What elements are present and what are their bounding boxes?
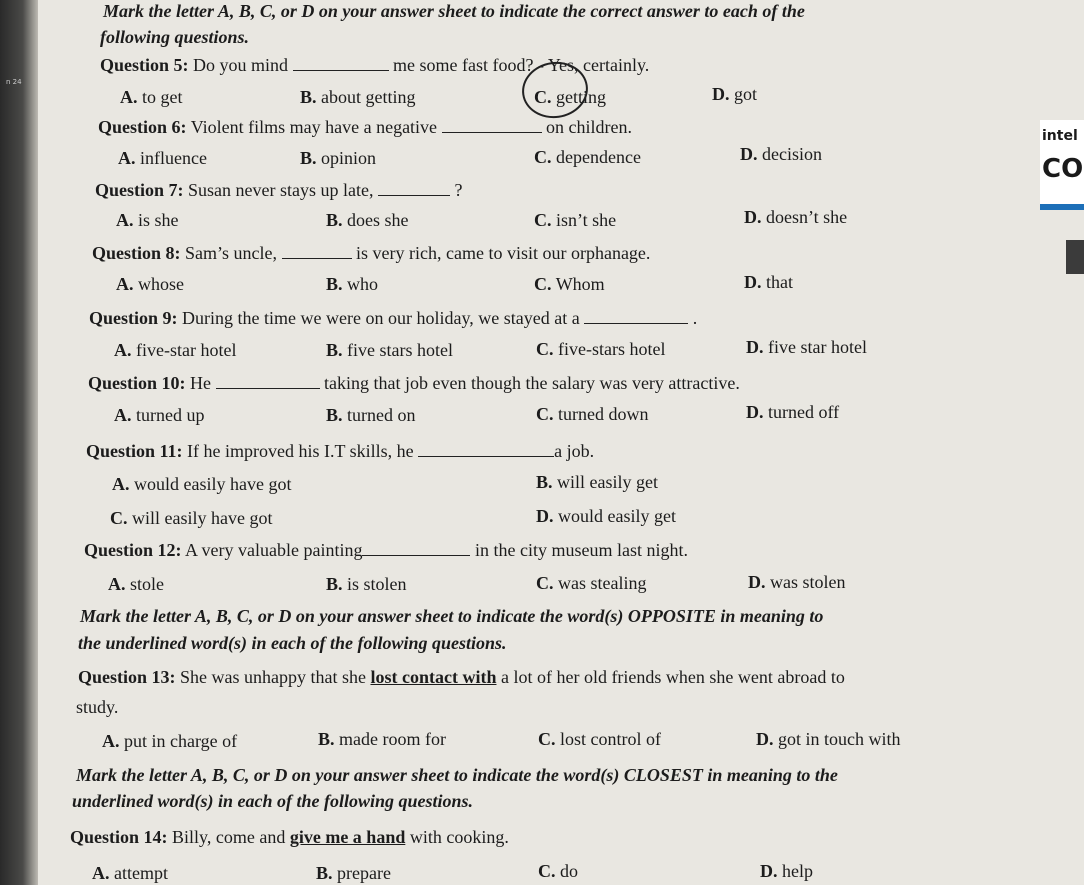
text-segment: in the city museum last night.	[474, 540, 688, 560]
section-3-instruction: Mark the letter A, B, C, or D on your answer sheet to indicate the word(s) CLOSEST in meaning to the	[76, 765, 838, 785]
option-letter: B.	[300, 148, 317, 168]
text-segment: made room for	[339, 729, 446, 749]
text-segment: does she	[347, 210, 409, 230]
question-label: Question 9:	[89, 308, 178, 328]
question-label: Question 8:	[92, 243, 181, 263]
text-segment: doesn’t she	[766, 207, 848, 227]
text-segment: He	[190, 373, 212, 393]
option-d[interactable]	[748, 571, 846, 593]
question-label: Question 11:	[86, 441, 183, 461]
option-letter: A.	[116, 274, 134, 294]
text-segment: do	[560, 861, 578, 881]
option-letter: C.	[538, 861, 556, 881]
option-a[interactable]	[102, 730, 237, 752]
option-letter: B.	[326, 574, 343, 594]
text-segment: on children.	[546, 117, 633, 137]
text-segment: who	[347, 274, 379, 294]
question-text: Do you mind	[193, 55, 289, 75]
text-segment: put in charge of	[124, 731, 238, 751]
option-letter: C.	[536, 573, 554, 593]
text-segment: attempt	[114, 863, 168, 883]
option-d[interactable]	[756, 728, 901, 750]
answer-blank	[362, 539, 470, 556]
question-9	[89, 307, 697, 329]
option-a[interactable]	[108, 573, 164, 595]
option-letter: C.	[534, 274, 552, 294]
option-letter: A.	[92, 863, 110, 883]
option-a[interactable]	[116, 209, 179, 231]
underlined-phrase: lost contact with	[370, 667, 497, 687]
section-2-instruction-line2: the underlined word(s) in each of the following questions.	[78, 633, 507, 653]
text-segment: a lot of her old friends when she went abroad to	[500, 667, 845, 687]
text-segment: Sam’s uncle,	[185, 243, 278, 263]
text-segment: A very valuable painting	[185, 540, 363, 560]
option-d[interactable]	[744, 206, 847, 228]
option-letter: A.	[120, 87, 138, 107]
option-letter: C.	[536, 339, 554, 359]
option-b[interactable]	[318, 728, 446, 750]
option-c[interactable]	[538, 860, 578, 882]
option-b[interactable]	[326, 273, 378, 295]
option-letter: B.	[536, 472, 553, 492]
text-segment: about getting	[321, 87, 416, 107]
text-segment: will easily have got	[132, 508, 273, 528]
text-segment: was stolen	[770, 572, 846, 592]
option-a[interactable]	[92, 862, 168, 884]
option-d[interactable]	[744, 271, 793, 293]
option-letter: A.	[118, 148, 136, 168]
option-letter: B.	[318, 729, 335, 749]
option-c[interactable]	[534, 146, 641, 168]
option-letter: C.	[534, 87, 552, 107]
text-segment: will easily get	[557, 472, 658, 492]
answer-blank	[378, 179, 450, 196]
text-segment: turned down	[558, 404, 649, 424]
option-letter: D.	[756, 729, 774, 749]
text-segment: would easily have got	[134, 474, 292, 494]
question-7	[95, 179, 462, 201]
option-a[interactable]	[112, 473, 291, 495]
option-letter: B.	[300, 87, 317, 107]
text-segment: is stolen	[347, 574, 407, 594]
intel-logo-text: intel	[1042, 128, 1078, 144]
text-segment: turned on	[347, 405, 416, 425]
answer-blank	[293, 54, 389, 71]
section-1-instruction-line2: following questions.	[100, 27, 250, 47]
option-c[interactable]	[536, 338, 665, 360]
option-c[interactable]	[534, 273, 605, 295]
option-d[interactable]	[740, 143, 822, 165]
text-segment: would easily get	[558, 506, 676, 526]
question-11	[86, 440, 594, 462]
text-segment: with cooking.	[409, 827, 509, 847]
sticker-text: CO	[1042, 154, 1084, 184]
option-d[interactable]	[712, 83, 757, 105]
option-b[interactable]	[326, 573, 407, 595]
option-letter: D.	[712, 84, 730, 104]
option-letter: C.	[538, 729, 556, 749]
question-label: Question 14:	[70, 827, 168, 847]
option-letter: D.	[536, 506, 554, 526]
text-segment: She was unhappy that she	[180, 667, 366, 687]
text-segment: five-stars hotel	[558, 339, 666, 359]
text-segment: dependence	[556, 147, 641, 167]
text-segment: opinion	[321, 148, 377, 168]
option-d[interactable]	[746, 401, 839, 423]
text-segment: help	[782, 861, 813, 881]
option-d[interactable]	[746, 336, 867, 358]
text-segment: was stealing	[558, 573, 647, 593]
section-1-instruction: Mark the letter A, B, C, or D on your answer sheet to indicate the correct answer to each of the	[103, 1, 805, 21]
option-b[interactable]	[300, 86, 416, 108]
question-13-line2: study.	[76, 697, 119, 717]
question-label: Question 7:	[95, 180, 184, 200]
question-label: Question 12:	[84, 540, 182, 560]
answer-blank	[418, 440, 554, 457]
option-letter: D.	[740, 144, 758, 164]
text-segment: five star hotel	[768, 337, 867, 357]
text-segment: five-star hotel	[136, 340, 237, 360]
option-c[interactable]	[536, 403, 648, 425]
answer-blank	[584, 307, 688, 324]
photo-left-edge	[0, 0, 38, 885]
option-letter: D.	[744, 272, 762, 292]
option-a[interactable]	[114, 339, 236, 361]
option-letter: C.	[534, 210, 552, 230]
text-segment: a job.	[554, 441, 595, 461]
option-b[interactable]	[326, 339, 453, 361]
answer-blank	[282, 242, 352, 259]
text-segment: got	[734, 84, 758, 104]
question-8	[92, 242, 650, 264]
option-letter: C.	[110, 508, 128, 528]
option-c[interactable]	[536, 572, 646, 594]
option-letter: D.	[760, 861, 778, 881]
option-a[interactable]	[116, 273, 184, 295]
option-letter: A.	[108, 574, 126, 594]
answer-blank	[442, 116, 542, 133]
option-letter: B.	[326, 210, 343, 230]
text-segment: to get	[142, 87, 183, 107]
option-letter: B.	[326, 405, 343, 425]
section-2-instruction: Mark the letter A, B, C, or D on your answer sheet to indicate the word(s) OPPOSITE in meaning to	[80, 606, 824, 626]
option-a[interactable]	[118, 147, 207, 169]
text-segment: taking that job even though the salary was very attractive.	[324, 373, 740, 393]
text-segment: five stars hotel	[347, 340, 453, 360]
option-letter: D.	[746, 402, 764, 422]
question-label: Question 6:	[98, 117, 187, 137]
text-segment: lost control of	[560, 729, 661, 749]
text-segment: Susan never stays up late,	[188, 180, 374, 200]
text-segment: stole	[130, 574, 164, 594]
answer-blank	[216, 372, 320, 389]
question-text-after: me some fast food? - Yes, certainly.	[393, 55, 650, 75]
underlined-phrase: give me a hand	[289, 827, 406, 847]
option-letter: B.	[326, 340, 343, 360]
option-a[interactable]	[114, 404, 204, 426]
text-segment: influence	[140, 148, 207, 168]
section-3-instruction-line2: underlined word(s) in each of the following questions.	[72, 791, 474, 811]
option-letter: A.	[116, 210, 134, 230]
text-segment: is very rich, came to visit our orphanage.	[356, 243, 651, 263]
option-letter: B.	[316, 863, 333, 883]
option-letter: B.	[326, 274, 343, 294]
text-segment: ?	[454, 180, 463, 200]
option-letter: A.	[102, 731, 120, 751]
text-segment: Violent films may have a negative	[190, 117, 438, 137]
option-d[interactable]	[760, 860, 813, 882]
question-label: Question 5:	[100, 55, 189, 75]
text-segment: got in touch with	[778, 729, 901, 749]
option-letter: D.	[744, 207, 762, 227]
option-b[interactable]	[300, 147, 376, 169]
question-14	[70, 826, 509, 848]
option-b[interactable]	[326, 404, 416, 426]
question-label: Question 10:	[88, 373, 186, 393]
option-b[interactable]	[316, 862, 391, 884]
text-segment: turned up	[136, 405, 205, 425]
text-segment: prepare	[337, 863, 391, 883]
question-13	[78, 666, 845, 688]
option-b[interactable]	[326, 209, 409, 231]
option-c[interactable]	[538, 728, 661, 750]
text-segment: decision	[762, 144, 822, 164]
text-segment: .	[692, 308, 698, 328]
text-segment: whose	[138, 274, 184, 294]
photo-right-dark	[1066, 240, 1084, 274]
option-letter: A.	[114, 340, 132, 360]
text-segment: If he improved his I.T skills, he	[187, 441, 414, 461]
option-c[interactable]	[534, 209, 616, 231]
option-letter: C.	[534, 147, 552, 167]
text-segment: Whom	[555, 274, 605, 294]
option-letter: D.	[748, 572, 766, 592]
option-letter: D.	[746, 337, 764, 357]
text-segment: During the time we were on our holiday, we stayed at a	[182, 308, 580, 328]
option-b[interactable]	[536, 471, 658, 493]
option-d[interactable]	[536, 505, 676, 527]
question-label: Question 13:	[78, 667, 176, 687]
question-10	[88, 372, 740, 394]
left-edge-text: n 24	[6, 78, 22, 86]
text-segment: Billy, come and	[172, 827, 286, 847]
text-segment: isn’t she	[556, 210, 617, 230]
intel-sticker	[1040, 120, 1084, 210]
option-letter: A.	[112, 474, 130, 494]
sticker-bar	[1040, 204, 1084, 210]
question-12	[84, 539, 688, 561]
text-segment: turned off	[768, 402, 840, 422]
option-a[interactable]	[120, 86, 183, 108]
question-6	[98, 116, 632, 138]
text-segment: that	[766, 272, 793, 292]
text-segment: is she	[138, 210, 179, 230]
text-segment: getting	[556, 87, 606, 107]
option-letter: C.	[536, 404, 554, 424]
option-c[interactable]	[110, 507, 272, 529]
option-letter: A.	[114, 405, 132, 425]
